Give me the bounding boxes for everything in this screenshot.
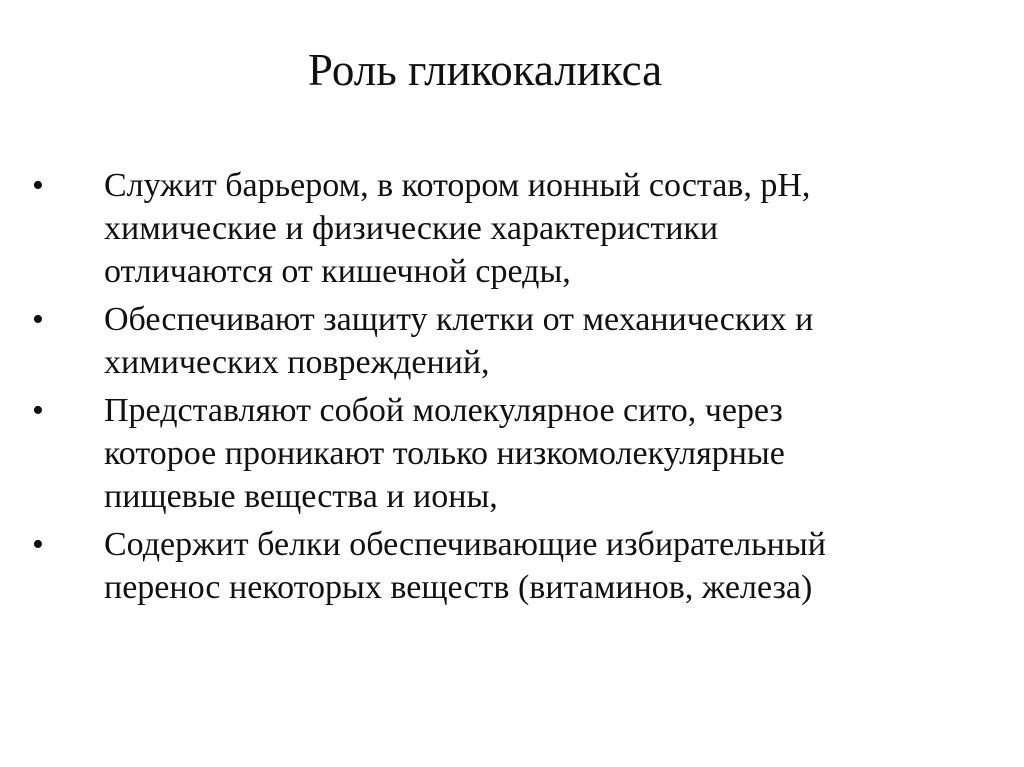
slide-title: Роль гликокаликса xyxy=(307,45,663,95)
bullet-text-3: Представляют собой молекулярное сито, через которое проникают только низкомолекулярные пищевые вещества и ионы, xyxy=(104,392,785,515)
bullet-item-3 xyxy=(30,389,990,518)
bullet-marker: • xyxy=(32,526,44,563)
bullet-marker: • xyxy=(32,301,44,338)
bullet-item-2 xyxy=(30,298,990,384)
bullet-text-4: Содержит белки обеспечивающие избирательный перенос некоторых веществ (витаминов, железа) xyxy=(104,526,826,606)
bullet-item-4 xyxy=(30,523,990,609)
bullet-marker: • xyxy=(32,392,44,429)
bullet-text-1: Служит барьером, в котором ионный состав, рН, химические и физические характеристики отличаются от кишечной среды, xyxy=(104,167,811,290)
bullet-marker: • xyxy=(32,167,44,204)
bullet-list xyxy=(30,164,990,614)
bullet-text-2: Обеспечивают защиту клетки от механических и химических повреждений, xyxy=(104,301,814,381)
bullet-item-1 xyxy=(30,164,990,293)
